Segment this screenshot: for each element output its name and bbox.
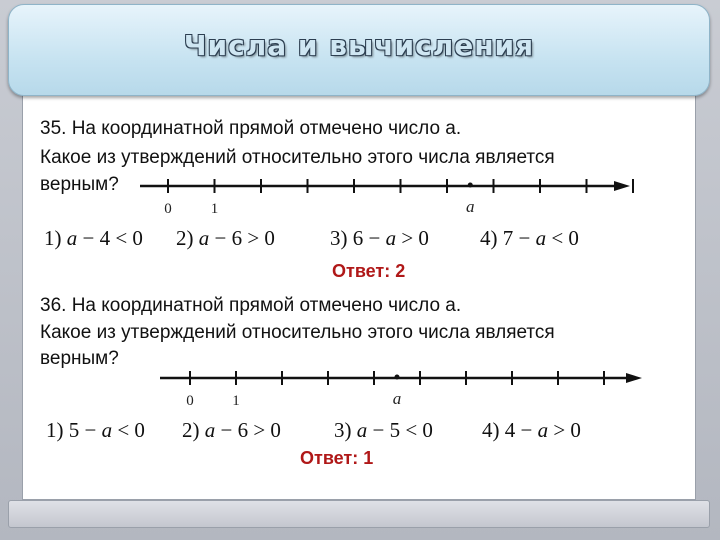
problem-36-line1: 36. На координатной прямой отмечено число а. <box>40 295 462 316</box>
option-number: 2) <box>182 418 200 442</box>
point-label: a <box>466 197 475 216</box>
option-var: a <box>385 226 397 250</box>
option-number: 1) <box>44 226 62 250</box>
bottom-bar <box>8 500 710 528</box>
answer-36: Ответ: 1 <box>300 448 374 468</box>
problem-36-line3: верным? <box>40 348 119 369</box>
tick-label-0: 0 <box>186 393 194 409</box>
option-pre: 4 − <box>504 418 538 442</box>
option-35-2 <box>176 226 275 251</box>
option-36-3 <box>334 418 433 443</box>
option-pre: 7 − <box>502 226 536 250</box>
tick-label-1: 1 <box>210 201 219 217</box>
option-number: 2) <box>176 226 194 250</box>
option-number: 1) <box>46 418 64 442</box>
option-post: − 4 < 0 <box>77 226 143 250</box>
option-post: − 6 > 0 <box>209 226 275 250</box>
option-number: 4) <box>482 418 500 442</box>
option-pre: 5 − <box>68 418 102 442</box>
option-36-4 <box>482 418 581 443</box>
problem-36-line2: Какое из утверждений относительно этого числа является <box>40 322 555 343</box>
option-number: 3) <box>334 418 352 442</box>
option-post: − 5 < 0 <box>367 418 433 442</box>
option-var: a <box>204 418 216 442</box>
option-post: > 0 <box>396 226 429 250</box>
option-var: a <box>198 226 210 250</box>
point-marker <box>468 183 473 188</box>
title-bar <box>8 4 710 96</box>
point-marker <box>395 375 400 380</box>
slide-title: Числа и вычисления <box>183 29 535 62</box>
option-number: 3) <box>330 226 348 250</box>
tick-label-0: 0 <box>164 201 172 217</box>
option-number: 4) <box>480 226 498 250</box>
problem-35-line1: 35. На координатной прямой отмечено число а. <box>40 118 462 139</box>
option-post: > 0 <box>548 418 581 442</box>
option-var: a <box>101 418 113 442</box>
number-line-35 <box>140 176 640 216</box>
option-35-4 <box>480 226 579 251</box>
axis-arrow <box>614 181 630 191</box>
option-post: < 0 <box>112 418 145 442</box>
option-35-1 <box>44 226 143 251</box>
option-36-1 <box>46 418 145 443</box>
problem-35-line3: верным? <box>40 174 119 195</box>
problem-35-line2: Какое из утверждений относительно этого числа является <box>40 147 555 168</box>
option-var: a <box>537 418 549 442</box>
option-post: − 6 > 0 <box>215 418 281 442</box>
option-var: a <box>535 226 547 250</box>
option-36-2 <box>182 418 281 443</box>
option-35-3 <box>330 226 429 251</box>
axis-arrow <box>626 373 642 383</box>
number-line-36 <box>160 368 660 408</box>
option-var: a <box>356 418 368 442</box>
point-label: a <box>392 389 402 408</box>
option-pre: 6 − <box>352 226 386 250</box>
answer-35: Ответ: 2 <box>332 261 406 281</box>
option-post: < 0 <box>546 226 579 250</box>
tick-label-1: 1 <box>232 393 240 409</box>
option-var: a <box>66 226 78 250</box>
